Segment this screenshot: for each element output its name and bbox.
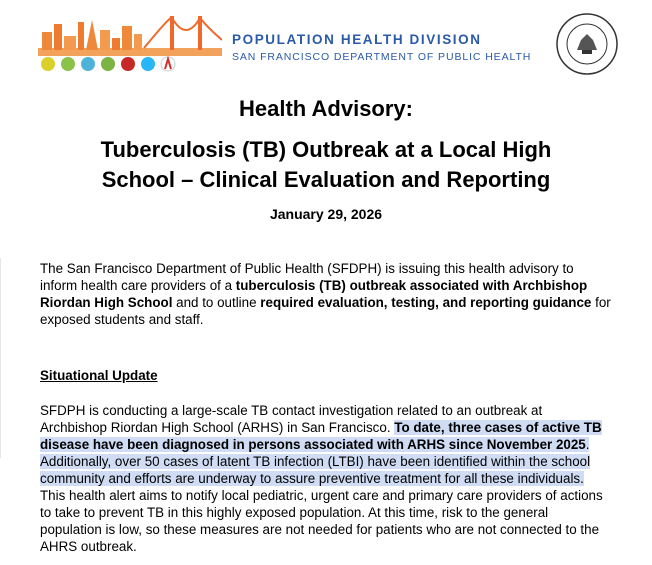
subtitle-line-2: School – Clinical Evaluation and Reporting	[101, 167, 551, 192]
intro-text-3: for exposed students and staff.	[40, 295, 611, 327]
advisory-subtitle	[0, 135, 652, 195]
situational-text-1: SFDPH is conducting a large-scale TB contact investigation related to an outbreak at Archbishop Riordan High School (ARHS) in San Francisco.	[40, 403, 543, 435]
subtitle-line-1: Tuberculosis (TB) Outbreak at a Local High	[100, 137, 552, 162]
org-title: POPULATION HEALTH DIVISION	[232, 32, 482, 47]
advisory-date: January 29, 2026	[269, 206, 383, 222]
intro-text-2: and to outline	[172, 295, 261, 310]
intro-paragraph	[40, 260, 612, 328]
situational-paragraph	[40, 402, 612, 555]
intro-bold-2: required evaluation, testing, and reporting guidance	[260, 295, 592, 310]
city-skyline-icon	[38, 14, 222, 76]
intro-bold-1: tuberculosis (TB) outbreak associated with Archbishop Riordan High School	[40, 278, 588, 310]
section-heading: Situational Update	[40, 368, 158, 383]
intro-text-1: The San Francisco Department of Public Health (SFDPH) is issuing this health advisory to inform health care providers of a	[40, 261, 574, 293]
letterhead	[0, 0, 652, 90]
margin-line	[0, 258, 1, 458]
highlighted-text[interactable]: . Additionally, over 50 cases of latent TB infection (LTBI) have been identified within the school community and efforts are underway to assure preventive treatment for all these individuals.	[40, 437, 591, 486]
org-subtitle: SAN FRANCISCO DEPARTMENT OF PUBLIC HEALTH	[232, 51, 532, 63]
highlighted-bold-text[interactable]: To date, three cases of active TB disease have been diagnosed in persons associated with ARHS since November 2025	[40, 420, 602, 452]
advisory-title: Health Advisory:	[238, 96, 413, 121]
situational-text-2: This health alert aims to notify local pediatric, urgent care and primary care providers of actions to take to prevent TB in this highly exposed population. At this time, risk to the general population is low, so these measures are not needed for patients who are not connected to the AHRS outbreak.	[40, 488, 603, 554]
city-seal-icon	[555, 12, 619, 76]
